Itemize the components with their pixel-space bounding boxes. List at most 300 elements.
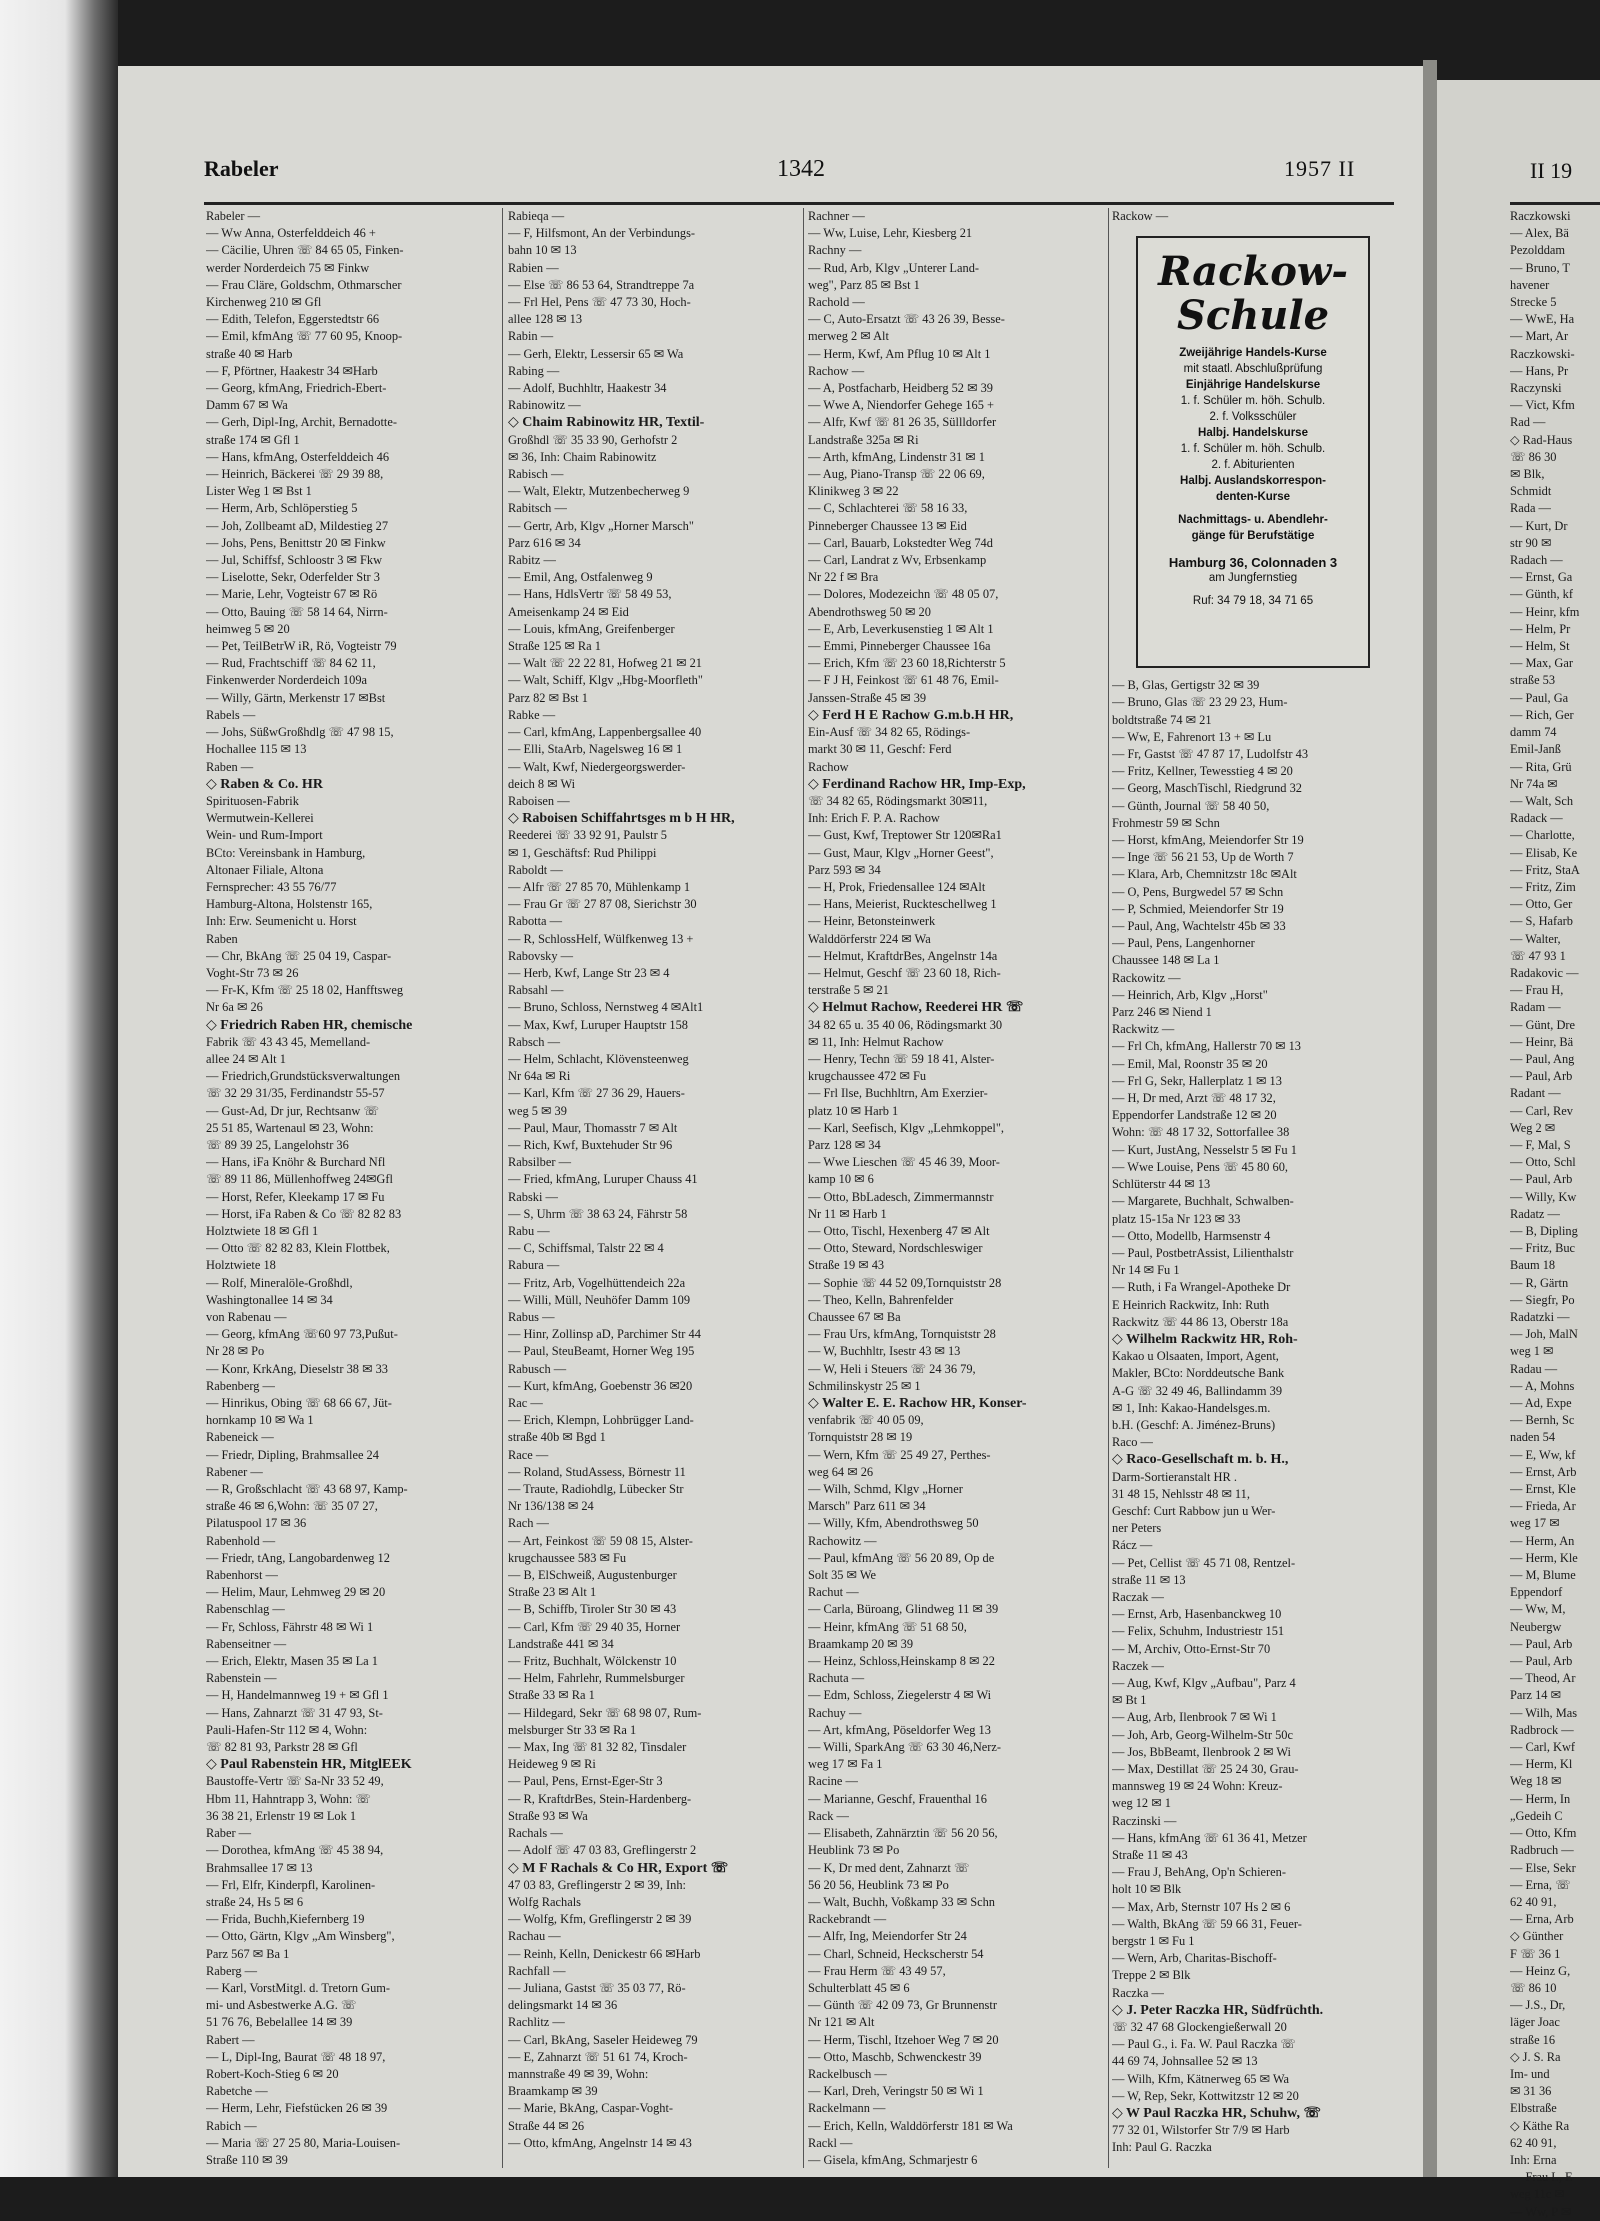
directory-entry-line: — Elisabeth, Zahnärztin ☏ 56 20 56, bbox=[808, 1826, 998, 1841]
directory-entry-line: — Margarete, Buchhalt, Schwalben- bbox=[1112, 1194, 1294, 1209]
next-page-entry-line: — Fritz, StaA bbox=[1510, 862, 1580, 877]
directory-entry-line: — W, Rep, Sekr, Kottwitzstr 12 ✉ 20 bbox=[1112, 2088, 1299, 2103]
directory-entry-line: ◇ Helmut Rachow, Reederei HR ☏ bbox=[808, 1000, 1024, 1016]
next-page-entry-line: „Gedeih C bbox=[1510, 1808, 1563, 1823]
directory-entry-line: — Dorothea, kfmAng ☏ 45 38 94, bbox=[206, 1843, 384, 1858]
next-page-entry-line: — Herm, Kl bbox=[1510, 1757, 1573, 1772]
directory-entry-line: — Hinrikus, Obing ☏ 68 66 67, Jüt- bbox=[206, 1396, 392, 1411]
directory-entry-line: — Chr, BkAng ☏ 25 04 19, Caspar- bbox=[206, 948, 392, 963]
directory-entry-line: — Joh, Zollbeamt aD, Mildestieg 27 bbox=[206, 518, 389, 533]
directory-entry-line: Raczek — bbox=[1112, 1658, 1164, 1673]
directory-entry-line: Raco — bbox=[1112, 1435, 1153, 1450]
directory-entry-line: — Horst, iFa Raben & Co ☏ 82 82 83 bbox=[206, 1206, 402, 1221]
ad-line: denten-Kurse bbox=[1215, 491, 1291, 503]
directory-entry-line: — Günth, Journal ☏ 58 40 50, bbox=[1112, 798, 1270, 813]
directory-entry-line: Rabieqa — bbox=[508, 209, 565, 223]
directory-entry-line: werder Norderdeich 75 ✉ Finkw bbox=[206, 260, 370, 275]
next-page-entry-line: ◇ Rad-Haus bbox=[1510, 432, 1573, 447]
directory-entry-line: — Paul, Pens, Ernst-Eger-Str 3 bbox=[508, 1774, 663, 1789]
next-page-entry-line: ☏ 86 10 bbox=[1510, 1980, 1557, 1995]
directory-entry-line: Straße 125 ✉ Ra 1 bbox=[508, 639, 601, 654]
directory-entry-line: — Gertr, Arb, Klgv „Horner Marsch" bbox=[508, 518, 694, 533]
directory-entry-line: Raczka — bbox=[1112, 1985, 1164, 2000]
directory-entry-line: — Horst, Refer, Kleekamp 17 ✉ Fu bbox=[206, 1189, 385, 1204]
directory-entry-line: Rachuy — bbox=[808, 1705, 862, 1720]
next-page-entry-line: damm 74 bbox=[1510, 725, 1557, 740]
directory-entry-line: ☏ 32 29 31/35, Ferdinandstr 55-57 bbox=[206, 1086, 385, 1101]
next-page-entry-line: Baum 18 bbox=[1510, 1258, 1556, 1273]
directory-entry-line: — Fritz, Kellner, Tewesstieg 4 ✉ 20 bbox=[1112, 764, 1293, 779]
directory-entry-line: — Walt ☏ 22 22 81, Hofweg 21 ✉ 21 bbox=[508, 656, 702, 671]
directory-entry-line: — R, Großschlacht ☏ 43 68 97, Kamp- bbox=[206, 1482, 408, 1497]
next-page-entry-line: — Walt, Sch bbox=[1510, 793, 1574, 808]
directory-entry-line: Rackwitz ☏ 44 86 13, Oberstr 18a bbox=[1112, 1314, 1289, 1329]
directory-entry-line: ☏ 89 11 86, Müllenhoffweg 24✉Gfl bbox=[206, 1172, 393, 1187]
next-page-entry-line: — Carl, Kwf bbox=[1510, 1740, 1576, 1755]
header-name: Rabeler bbox=[204, 156, 279, 181]
directory-entry-line: Kakao u Olsaaten, Import, Agent, bbox=[1112, 1349, 1279, 1364]
directory-entry-line: — Erich, Elektr, Masen 35 ✉ La 1 bbox=[206, 1654, 378, 1669]
directory-entry-line: Solt 35 ✉ We bbox=[808, 1568, 877, 1583]
next-page-entry-line: weg 1 ✉ bbox=[1510, 1344, 1554, 1359]
directory-entry-line: Rabels — bbox=[206, 707, 256, 722]
next-page-rule bbox=[1510, 202, 1600, 205]
directory-entry-line: — H, Handelmannweg 19 + ✉ Gfl 1 bbox=[206, 1688, 389, 1703]
directory-entry-line: — Frau Herm ☏ 43 49 57, bbox=[808, 1963, 946, 1978]
directory-entry-line: — Aug, Arb, Ilenbrook 7 ✉ Wi 1 bbox=[1112, 1710, 1277, 1725]
directory-entry-line: — Helm, Fahrlehr, Rummelsburger bbox=[508, 1671, 685, 1686]
next-page-entry-line: 62 40 91, bbox=[1510, 1894, 1557, 1909]
directory-entry-line: ✉ 11, Inh: Helmut Rachow bbox=[808, 1034, 944, 1049]
next-page-column bbox=[1510, 208, 1600, 2221]
directory-entry-line: Inh: Paul G. Raczka bbox=[1112, 2140, 1212, 2155]
directory-entry-line: ◇ Ferdinand Rachow HR, Imp-Exp, bbox=[808, 776, 1026, 792]
directory-entry-line: Straße 11 ✉ 43 bbox=[1112, 1848, 1188, 1863]
directory-entry-line: Heideweg 9 ✉ Ri bbox=[508, 1757, 596, 1772]
next-page-entry-line: Radack — bbox=[1510, 811, 1563, 826]
directory-entry-line: Tornquiststr 28 ✉ 19 bbox=[808, 1430, 913, 1445]
directory-entry-line: ◇ Raco-Gesellschaft m. b. H., bbox=[1112, 1452, 1289, 1468]
directory-entry-line: — Klara, Arb, Chemnitzstr 18c ✉Alt bbox=[1112, 867, 1297, 882]
directory-entry-line: Rackwitz — bbox=[1112, 1022, 1175, 1037]
directory-entry-line: Straße 110 ✉ 39 bbox=[206, 2152, 288, 2167]
directory-entry-line: Rabinowitz — bbox=[508, 398, 581, 413]
directory-entry-line: Janssen-Straße 45 ✉ 39 bbox=[808, 690, 927, 705]
directory-entry-line: Schulterblatt 45 ✉ 6 bbox=[808, 1980, 910, 1995]
directory-entry-line: Rabetche — bbox=[206, 2084, 268, 2099]
directory-entry-line: Inh: Erich F. P. A. Rachow bbox=[808, 811, 940, 826]
next-page-entry-line: — S, Hafarb bbox=[1510, 914, 1573, 929]
directory-entry-line: Rabitz — bbox=[508, 553, 556, 568]
directory-entry-line: — Frl Hel, Pens ☏ 47 73 30, Hoch- bbox=[508, 295, 691, 310]
next-page-entry-line: — E, Ww, kf bbox=[1510, 1447, 1576, 1462]
ad-logo-line-2: Schule bbox=[1176, 292, 1330, 339]
directory-entry-line: — Paul, PostbetrAssist, Lilienthalstr bbox=[1112, 1245, 1294, 1260]
directory-entry-line: — Juliana, Gastst ☏ 35 03 77, Rö- bbox=[508, 1980, 686, 1995]
next-page-entry-line: Pezolddam bbox=[1510, 243, 1566, 258]
directory-entry-line: — Georg, MaschTischl, Riedgrund 32 bbox=[1112, 781, 1302, 796]
directory-entry-line: — Paul, SteuBeamt, Horner Weg 195 bbox=[508, 1344, 695, 1359]
directory-entry-line: ner Peters bbox=[1112, 1521, 1162, 1536]
next-page-entry-line: — WwE, Ha bbox=[1510, 312, 1575, 327]
next-page-entry-line: — Herm, In bbox=[1510, 1791, 1571, 1806]
directory-entry-line: Raben — bbox=[206, 759, 254, 774]
directory-entry-line: ◇ Ferd H E Rachow G.m.b.H HR, bbox=[808, 707, 1014, 723]
directory-entry-line: — Pet, Cellist ☏ 45 71 08, Rentzel- bbox=[1112, 1555, 1296, 1570]
directory-entry-line: — Walth, BkAng ☏ 59 66 31, Feuer- bbox=[1112, 1916, 1302, 1931]
next-page-entry-line: — Paul, Ang bbox=[1510, 1051, 1575, 1066]
directory-entry-line: Parz 593 ✉ 34 bbox=[808, 862, 881, 877]
directory-entry-line: Straße 33 ✉ Ra 1 bbox=[508, 1688, 595, 1703]
directory-entry-line: Nr 14 ✉ Fu 1 bbox=[1112, 1263, 1180, 1278]
directory-entry-line: — Herm, Arb, Schlöperstieg 5 bbox=[206, 501, 358, 516]
directory-entry-line: bahn 10 ✉ 13 bbox=[508, 243, 577, 258]
directory-entry-line: Raczak — bbox=[1112, 1589, 1164, 1604]
directory-entry-line: platz 10 ✉ Harb 1 bbox=[808, 1103, 899, 1118]
directory-entry-line: Altonaer Filiale, Altona bbox=[206, 862, 324, 877]
directory-entry-line: Nr 6a ✉ 26 bbox=[206, 1000, 263, 1015]
directory-entry-line: — B, Glas, Gertigstr 32 ✉ 39 bbox=[1112, 678, 1260, 693]
directory-entry-line: Hbm 11, Hahntrapp 3, Wohn: ☏ bbox=[206, 1791, 371, 1806]
directory-entry-line: ☏ 32 47 68 Glockengießerwall 20 bbox=[1112, 2020, 1287, 2035]
directory-entry-line: Rabotta — bbox=[508, 914, 563, 929]
next-page-entry-line: — M, Blume bbox=[1510, 1568, 1576, 1583]
directory-entry-line: — Marianne, Geschf, Frauenthal 16 bbox=[808, 1791, 987, 1806]
directory-entry-line: Rabert — bbox=[206, 2032, 255, 2047]
directory-entry-line: — Paul, Pens, Langenhorner bbox=[1112, 936, 1255, 951]
directory-entry-line: — Adolf ☏ 47 03 83, Greflingerstr 2 bbox=[508, 1843, 697, 1858]
next-page-entry-line: — Paul, Arb bbox=[1510, 1654, 1573, 1669]
directory-entry-line: Rabovsky — bbox=[508, 948, 574, 963]
directory-entry-line: — Georg, kfmAng ☏60 97 73,Pußut- bbox=[206, 1327, 398, 1342]
directory-entry-line: — Erich, Kelln, Walddörferstr 181 ✉ Wa bbox=[808, 2118, 1013, 2133]
directory-entry-line: Klinikweg 3 ✉ 22 bbox=[808, 484, 899, 499]
next-page-entry-line: ◇ J. S. Ra bbox=[1510, 2049, 1561, 2064]
next-page-entry-line: — Else, Sekr bbox=[1510, 1860, 1576, 1875]
next-page-entry-line: — Frieda, Ar bbox=[1510, 1499, 1576, 1514]
directory-entry-line: — Emil, Mal, Roonstr 35 ✉ 20 bbox=[1112, 1056, 1268, 1071]
next-page-entry-line: — Ww, M, bbox=[1510, 1602, 1566, 1617]
next-page-entry-line: — Otto, Kfm bbox=[1510, 1826, 1577, 1841]
directory-entry-line: — Kurt, kfmAng, Goebenstr 36 ✉20 bbox=[508, 1378, 693, 1393]
directory-entry-line: Rachny — bbox=[808, 243, 862, 258]
directory-entry-line: — Heinr, kfmAng ☏ 51 68 50, bbox=[808, 1619, 967, 1634]
directory-entry-line: — R, SchlossHelf, Wülfkenweg 13 + bbox=[508, 931, 694, 946]
next-page-entry-line: — Frau L, E bbox=[1510, 2170, 1573, 2185]
directory-entry-line: Rachold — bbox=[808, 295, 865, 310]
directory-entry-line: — Karl, Seefisch, Klgv „Lehmkoppel", bbox=[808, 1120, 1005, 1135]
directory-entry-line: — Erich, Klempn, Lohbrügger Land- bbox=[508, 1413, 694, 1428]
directory-entry-line: Rabusch — bbox=[508, 1361, 567, 1376]
directory-entry-line: — Aug, Piano-Transp ☏ 22 06 69, bbox=[808, 467, 985, 482]
directory-entry-line: Wein- und Rum-Import bbox=[206, 828, 323, 843]
directory-entry-line: — O, Pens, Burgwedel 57 ✉ Schn bbox=[1112, 884, 1284, 899]
directory-entry-line: Rabing — bbox=[508, 363, 560, 378]
directory-entry-line: Raberg — bbox=[206, 1963, 258, 1978]
directory-entry-line: kamp 10 ✉ 6 bbox=[808, 1172, 874, 1187]
directory-entry-line: Rabsilber — bbox=[508, 1155, 571, 1170]
directory-entry-line: — Emil, Ang, Ostfalenweg 9 bbox=[508, 570, 653, 585]
directory-entry-line: Rácz — bbox=[1112, 1538, 1153, 1553]
directory-entry-line: Großhdl ☏ 35 33 90, Gerhofstr 2 bbox=[508, 432, 678, 447]
next-page-entry-line: — Heinz G, bbox=[1510, 1963, 1571, 1978]
directory-entry-line: — Paul, kfmAng ☏ 56 20 89, Op de bbox=[808, 1550, 995, 1565]
next-page-entry-line: straße 16 bbox=[1510, 2032, 1556, 2047]
directory-entry-line: — Hans, Meierist, Ruckteschellweg 1 bbox=[808, 897, 997, 912]
directory-entry-line: — Otto, Modellb, Harmsenstr 4 bbox=[1112, 1228, 1271, 1243]
next-page-entry-line: ☏ 47 93 1 bbox=[1510, 948, 1566, 963]
directory-entry-line: Straße 44 ✉ 26 bbox=[508, 2118, 585, 2133]
directory-entry-line: weg", Parz 85 ✉ Bst 1 bbox=[808, 277, 920, 292]
directory-entry-line: Rabsahl — bbox=[508, 983, 564, 998]
directory-entry-line: venfabrik ☏ 40 05 09, bbox=[808, 1413, 924, 1428]
directory-entry-line: Straße 19 ✉ 43 bbox=[808, 1258, 885, 1273]
directory-entry-line: straße 40b ✉ Bgd 1 bbox=[508, 1430, 606, 1445]
directory-entry-line: — Frl, Elfr, Kinderpfl, Karolinen- bbox=[206, 1877, 376, 1892]
directory-entry-line: — Roland, StudAssess, Börnestr 11 bbox=[508, 1464, 686, 1479]
directory-entry-line: — Otto, Steward, Nordschleswiger bbox=[808, 1241, 983, 1256]
directory-entry-line: — Maria ☏ 27 25 80, Maria-Louisen- bbox=[206, 2135, 401, 2150]
directory-entry-line: — Frau J, BehAng, Op'n Schieren- bbox=[1112, 1865, 1286, 1880]
directory-entry-line: — Traute, Radiohdlg, Lübecker Str bbox=[508, 1482, 684, 1497]
ad-line: Zweijährige Handels-Kurse bbox=[1179, 347, 1327, 359]
next-page-entry-line: Parz 14 ✉ bbox=[1510, 1688, 1561, 1703]
next-page-entry-line: — Kurt, Dr bbox=[1510, 518, 1568, 533]
directory-entry-line: Rabenseitner — bbox=[206, 1636, 287, 1651]
next-page-entry-line: — Ernst, Ga bbox=[1510, 570, 1573, 585]
directory-entry-line: — Fritz, Arb, Vogelhüttendeich 22a bbox=[508, 1275, 686, 1290]
directory-entry-line: Rachut — bbox=[808, 1585, 859, 1600]
next-page-entry-line: Radant — bbox=[1510, 1086, 1561, 1101]
directory-entry-line: — Frida, Buchh,Kiefernberg 19 bbox=[206, 1912, 365, 1927]
directory-entry-line: Rach — bbox=[508, 1516, 549, 1531]
directory-entry-line: — Theo, Kelln, Bahrenfelder bbox=[808, 1292, 954, 1307]
directory-entry-line: — Friedr, tAng, Langobardenweg 12 bbox=[206, 1550, 390, 1565]
next-page-entry-line: — Ad, Expe bbox=[1510, 1396, 1572, 1411]
directory-entry-line: Rachowitz — bbox=[808, 1533, 877, 1548]
directory-entry-line: — Herm, Tischl, Itzehoer Weg 7 ✉ 20 bbox=[808, 2032, 999, 2047]
directory-entry-line: 56 20 56, Heublink 73 ✉ Po bbox=[808, 1877, 949, 1892]
directory-entry-line: — S, Uhrm ☏ 38 63 24, Fährstr 58 bbox=[508, 1206, 688, 1221]
directory-entry-line: Raber — bbox=[206, 1826, 252, 1841]
directory-entry-line: Wohn: ☏ 48 17 32, Sottorfallee 38 bbox=[1112, 1125, 1290, 1140]
directory-entry-line: Rabeler — bbox=[206, 209, 261, 223]
directory-entry-line: Rabenberg — bbox=[206, 1378, 275, 1393]
directory-entry-line: — Herm, Kwf, Am Pflug 10 ✉ Alt 1 bbox=[808, 346, 991, 361]
directory-entry-line: — Kurt, JustAng, Nesselstr 5 ✉ Fu 1 bbox=[1112, 1142, 1297, 1157]
next-page-entry-line: — Günt, Dre bbox=[1510, 1017, 1576, 1032]
ad-line: Halbj. Auslandskorrespon- bbox=[1180, 475, 1326, 487]
next-page-entry-line: — Ww, P ✉ bbox=[1510, 2204, 1572, 2219]
directory-entry-line: 34 82 65 u. 35 40 06, Rödingsmarkt 30 bbox=[808, 1017, 1003, 1032]
directory-entry-line: merweg 2 ✉ Alt bbox=[808, 329, 889, 344]
directory-entry-line: — Helm, Schlacht, Klövensteenweg bbox=[508, 1051, 689, 1066]
ad-line: 2. f. Volksschüler bbox=[1209, 411, 1297, 423]
directory-entry-line: — F J H, Feinkost ☏ 61 48 76, Emil- bbox=[808, 673, 999, 688]
directory-entry-line: Abendrothsweg 50 ✉ 20 bbox=[808, 604, 931, 619]
next-page-header: II 19 bbox=[1530, 158, 1573, 183]
directory-entry-line: — Paul, Maur, Thomasstr 7 ✉ Alt bbox=[508, 1120, 678, 1135]
directory-entry-line: Raben bbox=[206, 931, 238, 946]
directory-entry-line: — Paul G., i. Fa. W. Paul Raczka ☏ bbox=[1112, 2037, 1296, 2052]
directory-entry-line: ✉ 1, Inh: Kakao-Handelsges.m. bbox=[1112, 1400, 1271, 1415]
directory-entry-line: — Edm, Schloss, Ziegelerstr 4 ✉ Wi bbox=[808, 1688, 992, 1703]
directory-entry-line: Landstraße 441 ✉ 34 bbox=[508, 1636, 614, 1651]
directory-entry-line: Inh: Erw. Seumenicht u. Horst bbox=[206, 914, 357, 929]
directory-entry-line: heimweg 5 ✉ 20 bbox=[206, 621, 290, 636]
next-page-entry-line: — Vict, Kfm bbox=[1510, 398, 1575, 413]
directory-entry-line: — Erich, Kfm ☏ 23 60 18,Richterstr 5 bbox=[808, 656, 1006, 671]
directory-entry-line: Rabenschlag — bbox=[206, 1602, 285, 1617]
directory-entry-line: — Fr, Gastst ☏ 47 87 17, Ludolfstr 43 bbox=[1112, 747, 1309, 762]
directory-entry-line: ◇ J. Peter Raczka HR, Südfrüchth. bbox=[1112, 2002, 1324, 2018]
next-page-entry-line: — F, Mal, S bbox=[1510, 1137, 1571, 1152]
directory-entry-line: — Walt, Buchh, Voßkamp 33 ✉ Schn bbox=[808, 1894, 995, 1909]
page-number: 1342 bbox=[777, 156, 825, 182]
directory-entry-line: — Max, Arb, Sternstr 107 Hs 2 ✉ 6 bbox=[1112, 1899, 1291, 1914]
directory-entry-line: — Felix, Schuhm, Industriestr 151 bbox=[1112, 1624, 1285, 1639]
directory-entry-line: — Pet, TeilBetrW iR, Rö, Vogteistr 79 bbox=[206, 639, 397, 654]
directory-entry-line: ☏ 89 39 25, Langelohstr 36 bbox=[206, 1137, 349, 1152]
page-edge bbox=[1423, 60, 1437, 2177]
directory-entry-line: — Ernst, Arb, Hasenbanckweg 10 bbox=[1112, 1607, 1282, 1622]
directory-entry-line: Rachow — bbox=[808, 363, 865, 378]
directory-entry-line: Parz 246 ✉ Niend 1 bbox=[1112, 1005, 1212, 1020]
page-header bbox=[204, 156, 1394, 186]
next-page-entry-line: weg 11c ✉ bbox=[1510, 2187, 1565, 2202]
directory-entry-line: — Art, kfmAng, Pöseldorfer Weg 13 bbox=[808, 1722, 991, 1737]
directory-entry-line: Rachner — bbox=[808, 209, 865, 223]
directory-entry-line: — Hans, Zahnarzt ☏ 31 47 93, St- bbox=[206, 1705, 383, 1720]
directory-entry-line: Geschf: Curt Rabbow jun u Wer- bbox=[1112, 1503, 1276, 1518]
next-page-entry-line: Strecke 5 bbox=[1510, 295, 1557, 310]
next-page-entry-line: Radam — bbox=[1510, 1000, 1561, 1015]
directory-entry-line: — Cäcilie, Uhren ☏ 84 65 05, Finken- bbox=[206, 243, 404, 258]
next-page-entry-line: — Erna, ☏ bbox=[1510, 1877, 1571, 1892]
rackow-schule-advertisement bbox=[1136, 236, 1370, 668]
directory-entry-line: — Dolores, Modezeichn ☏ 48 05 07, bbox=[808, 587, 999, 602]
directory-entry-line: Rachow bbox=[808, 759, 849, 774]
directory-entry-line: Rackl — bbox=[808, 2135, 853, 2150]
next-page-entry-line: — Max, Gar bbox=[1510, 656, 1573, 671]
directory-column-2 bbox=[508, 208, 800, 2152]
directory-entry-line: 36 38 21, Erlenstr 19 ✉ Lok 1 bbox=[206, 1808, 357, 1823]
directory-entry-line: — Willi, Müll, Neuhöfer Damm 109 bbox=[508, 1292, 691, 1307]
next-page-entry-line: Emil-Janß bbox=[1510, 742, 1561, 757]
directory-entry-line: — Johs, Pens, Benittstr 20 ✉ Finkw bbox=[206, 535, 386, 550]
directory-entry-line: — Rud, Frachtschiff ☏ 84 62 11, bbox=[206, 656, 376, 671]
directory-entry-line: Rackebrandt — bbox=[808, 1912, 887, 1927]
directory-entry-line: mi- und Asbestwerke A.G. ☏ bbox=[206, 1998, 357, 2013]
next-page-entry-line: — Ernst, Kle bbox=[1510, 1482, 1576, 1497]
directory-entry-line: — Helmut, Geschf ☏ 23 60 18, Rich- bbox=[808, 965, 1001, 980]
directory-entry-line: ✉ 36, Inh: Chaim Rabinowitz bbox=[508, 449, 657, 464]
directory-entry-line: Raboisen — bbox=[508, 793, 570, 808]
directory-entry-line: krugchaussee 583 ✉ Fu bbox=[508, 1550, 627, 1565]
next-page-entry-line: — Wilh, Mas bbox=[1510, 1705, 1578, 1720]
directory-entry-line: — Carl, Landrat z Wv, Erbsenkamp bbox=[808, 553, 987, 568]
directory-entry-line: — Edith, Telefon, Eggerstedtstr 66 bbox=[206, 312, 380, 327]
directory-entry-line: terstraße 5 ✉ 21 bbox=[808, 983, 889, 998]
directory-entry-line: — Elli, StaArb, Nagelsweg 16 ✉ 1 bbox=[508, 742, 683, 757]
directory-entry-line: Rabski — bbox=[508, 1189, 558, 1204]
directory-entry-line: Rackelmann — bbox=[808, 2101, 886, 2116]
directory-entry-line: — Hans, iFa Knöhr & Burchard Nfl bbox=[206, 1155, 386, 1170]
directory-entry-line: — Carl, Kfm ☏ 29 40 35, Horner bbox=[508, 1619, 681, 1634]
directory-entry-line: Rack — bbox=[808, 1808, 849, 1823]
directory-entry-line: straße 24, Hs 5 ✉ 6 bbox=[206, 1894, 304, 1909]
directory-entry-line: A-G ☏ 32 49 46, Ballindamm 39 bbox=[1112, 1383, 1283, 1398]
directory-entry-line: — Jos, BbBeamt, Ilenbrook 2 ✉ Wi bbox=[1112, 1744, 1291, 1759]
directory-entry-line: Braamkamp 20 ✉ 39 bbox=[808, 1636, 914, 1651]
ad-line: Halbj. Handelskurse bbox=[1198, 427, 1308, 439]
directory-entry-line: ☏ 82 81 93, Parkstr 28 ✉ Gfl bbox=[206, 1740, 358, 1755]
directory-entry-line: Nr 64a ✉ Ri bbox=[508, 1069, 571, 1084]
directory-entry-line: 77 32 01, Wilstorfer Str 7/9 ✉ Harb bbox=[1112, 2123, 1290, 2138]
directory-entry-line: — Alfr ☏ 27 85 70, Mühlenkamp 1 bbox=[508, 879, 691, 894]
next-page-entry-line: — R, Gärtn bbox=[1510, 1275, 1569, 1290]
next-page-entry-line: — Carl, Rev bbox=[1510, 1103, 1573, 1118]
directory-entry-line: Reederei ☏ 33 92 91, Paulstr 5 bbox=[508, 828, 667, 843]
next-page-entry-line: — Frau H, bbox=[1510, 983, 1564, 998]
directory-entry-line: — K, Dr med dent, Zahnarzt ☏ bbox=[808, 1860, 970, 1875]
directory-entry-line: — Bruno, Glas ☏ 23 29 23, Hum- bbox=[1112, 695, 1288, 710]
directory-entry-line: Rac — bbox=[508, 1396, 543, 1411]
next-page-entry-line: — Hans, Pr bbox=[1510, 363, 1569, 378]
directory-entry-line: ☏ 34 82 65, Rödingsmarkt 30✉11, bbox=[808, 793, 988, 808]
next-page-entry-line: ☏ 86 30 bbox=[1510, 449, 1557, 464]
directory-entry-line: Rabu — bbox=[508, 1223, 550, 1238]
next-page-entry-line: Elbstraße bbox=[1510, 2101, 1557, 2116]
next-page-entry-line: — Alex, Bä bbox=[1510, 226, 1569, 241]
directory-entry-line: Rabitsch — bbox=[508, 501, 567, 516]
directory-entry-line: — Emmi, Pinneberger Chaussee 16a bbox=[808, 639, 991, 654]
ad-line: am Jungfernstieg bbox=[1208, 572, 1298, 584]
directory-entry-line: Walddörferstr 224 ✉ Wa bbox=[808, 931, 931, 946]
directory-entry-line: Robert-Koch-Stieg 6 ✉ 20 bbox=[206, 2066, 339, 2081]
next-page-entry-line: — Ernst, Arb bbox=[1510, 1464, 1577, 1479]
directory-entry-line: — Otto, Gärtn, Klgv „Am Winsberg", bbox=[206, 1929, 395, 1944]
next-page-entry-line: — Paul, Ga bbox=[1510, 690, 1569, 705]
next-page-entry-line: Eppendorf bbox=[1510, 1585, 1563, 1600]
next-page-entry-line: Weg 2 ✉ bbox=[1510, 1120, 1556, 1135]
next-page-entry-line: Im- und bbox=[1510, 2066, 1550, 2081]
directory-entry-line: — Liselotte, Sekr, Oderfelder Str 3 bbox=[206, 570, 380, 585]
directory-column-3 bbox=[808, 208, 1106, 2169]
next-page-entry-line: Radatz — bbox=[1510, 1206, 1560, 1221]
directory-entry-line: Schlüterstr 44 ✉ 13 bbox=[1112, 1177, 1211, 1192]
next-page-entry-line: — Theod, Ar bbox=[1510, 1671, 1576, 1686]
directory-entry-line: — Hinr, Zollinsp aD, Parchimer Str 44 bbox=[508, 1327, 701, 1342]
directory-entry-line: — Wilh, Kfm, Kätnerweg 65 ✉ Wa bbox=[1112, 2071, 1290, 2086]
directory-entry-line: Baustoffe-Vertr ☏ Sa-Nr 33 52 49, bbox=[206, 1774, 384, 1789]
next-page-entry-line: — Günth, kf bbox=[1510, 587, 1573, 602]
directory-entry-line: Rabeneick — bbox=[206, 1430, 274, 1445]
directory-entry-line: — Wwe Louise, Pens ☏ 45 80 60, bbox=[1112, 1159, 1288, 1174]
directory-entry-line: — Carla, Büroang, Glindweg 11 ✉ 39 bbox=[808, 1602, 999, 1617]
directory-entry-line: — Georg, kfmAng, Friedrich-Ebert- bbox=[206, 381, 387, 396]
directory-entry-line: Rabin — bbox=[508, 329, 554, 344]
directory-entry-line: — Hans, kfmAng, Osterfelddeich 46 bbox=[206, 449, 390, 464]
next-page-entry-line: — Helm, St bbox=[1510, 639, 1570, 654]
directory-entry-line: Rackow — bbox=[1112, 209, 1169, 223]
directory-entry-line: — Helim, Maur, Lehmweg 29 ✉ 20 bbox=[206, 1585, 386, 1600]
directory-entry-line: — Alfr, Ing, Meiendorfer Str 24 bbox=[808, 1929, 967, 1944]
directory-entry-line: — Arth, kfmAng, Lindenstr 31 ✉ 1 bbox=[808, 449, 985, 464]
directory-entry-line: Raboldt — bbox=[508, 862, 563, 877]
directory-entry-line: — Frau Cläre, Goldschm, Othmarscher bbox=[206, 277, 402, 292]
directory-entry-line: — A, Postfacharb, Heidberg 52 ✉ 39 bbox=[808, 381, 993, 396]
